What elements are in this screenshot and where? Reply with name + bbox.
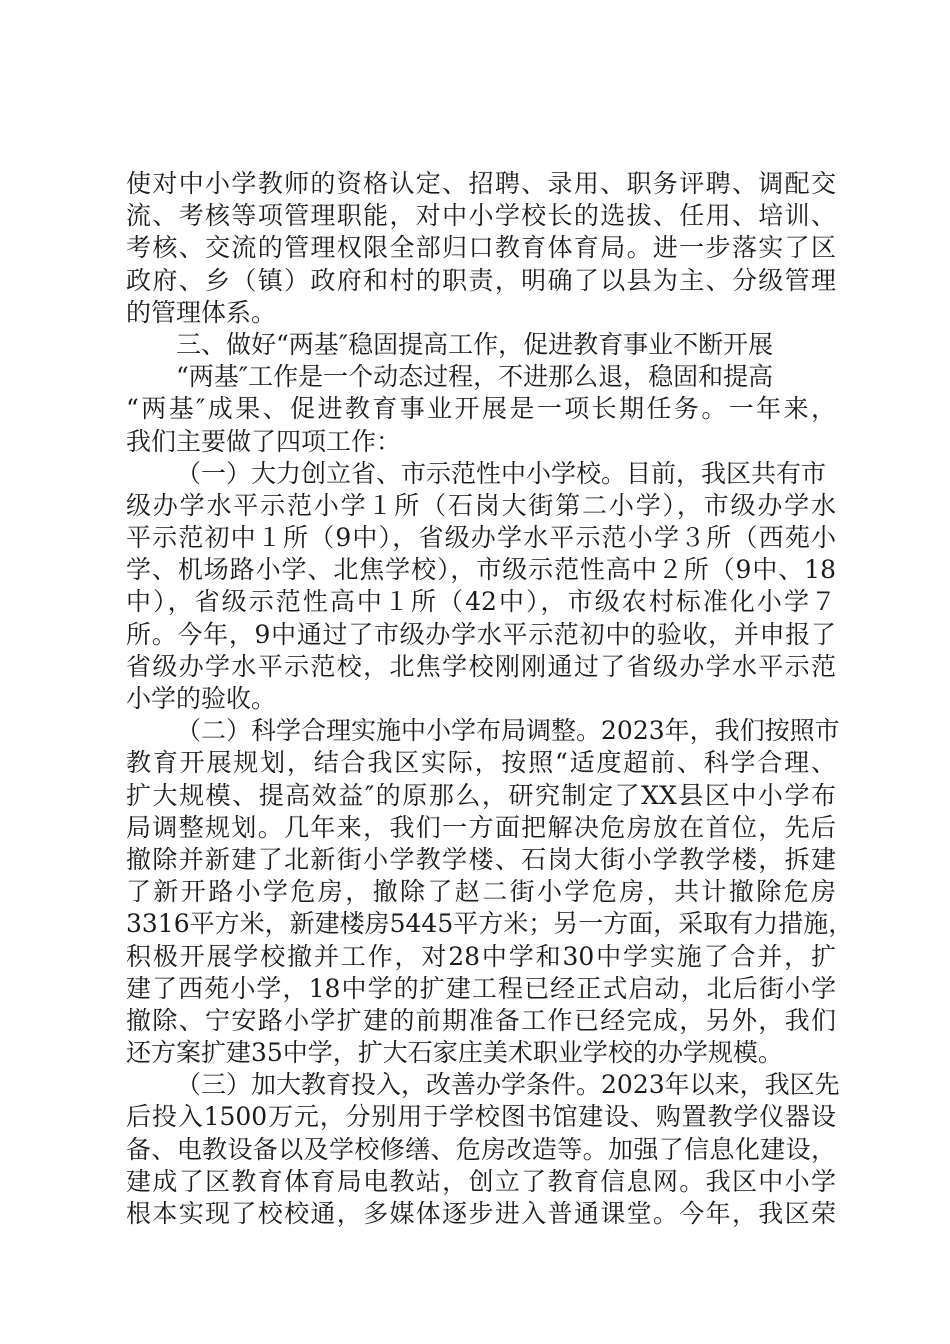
text-line: 了新开路小学危房，撤除了赵二街小学危房，共计撤除危房 [126,877,836,907]
text-line: 政府、乡（镇）政府和村的职责，明确了以县为主、分级管理 [126,265,836,295]
text-line: 备、电教设备以及学校修缮、危房改造等。加强了信息化建设， [126,1134,836,1164]
text-line: “两基″成果、促进教育事业开展是一项长期任务。一年来， [126,394,836,424]
text-line: 小学的验收。 [126,684,277,713]
text-line: 平示范初中１所（9中），省级办学水平示范小学３所（西苑小 [126,523,836,553]
text-line: 扩大规模、提高效益″的原那么，研究制定了XX县区中小学布 [126,780,836,810]
text-line: 建成了区教育体育局电教站，创立了教育信息网。我区中小学 [126,1166,836,1196]
text-line: 学、机场路小学、北焦学校），市级示范性高中２所（9中、18 [126,555,836,585]
text-line: 积极开展学校撤并工作，对28中学和30中学实施了合并，扩 [126,941,836,971]
text-line: 级办学水平示范小学１所（石岗大街第二小学），市级办学水 [126,490,836,520]
text-line: 撤除并新建了北新街小学教学楼、石岗大街小学教学楼，拆建 [126,844,836,874]
text-line: 3316平方米，新建楼房5445平方米；另一方面，采取有力措施， [126,909,854,939]
text-line: 教育开展规划，结合我区实际，按照“适度超前、科学合理、 [126,748,836,778]
subsection-heading: （二）科学合理实施中小学布局调整。2023年，我们按照市 [176,716,840,746]
text-line: 所。今年，9中通过了市级办学水平示范初中的验收，并申报了 [126,619,836,649]
text-line: 局调整规划。几年来，我们一方面把解决危房放在首位，先后 [126,812,836,842]
text-line: 省级办学水平示范校，北焦学校刚刚通过了省级办学水平示范 [126,651,836,681]
text-line: 我们主要做了四项工作： [126,426,402,456]
text-line: 使对中小学教师的资格认定、招聘、录用、职务评聘、调配交 [126,169,836,198]
subsection-heading: （三）加大教育投入，改善办学条件。2023年以来，我区先 [176,1070,840,1100]
text-line: 中），省级示范性高中１所（42中），市级农村标准化小学７ [126,587,836,617]
text-line: 撤除、宁安路小学扩建的前期准备工作已经完成，另外，我们 [126,1005,836,1035]
text-line: 根本实现了校校通，多媒体逐步进入普通课堂。今年，我区荣 [126,1199,836,1228]
text-line: “两基″工作是一个动态过程，不进那么退，稳固和提高 [176,362,774,392]
text-line: 建了西苑小学，18中学的扩建工程已经正式启动，北后街小学 [126,973,836,1003]
subsection-heading: （一）大力创立省、市示范性中小学校。目前，我区共有市 [176,458,827,488]
section-heading: 三、做好“两基″稳固提高工作，促进教育事业不断开展 [176,329,774,359]
document-body [126,168,854,1230]
text-line: 的管理体系。 [126,297,277,327]
text-line: 还方案扩建35中学，扩大石家庄美术职业学校的办学规模。 [126,1038,783,1068]
text-line: 考核、交流的管理权限全部归口教育体育局。进一步落实了区 [126,233,836,263]
text-line: 后投入1500万元，分别用于学校图书馆建设、购置教学仪器设 [126,1102,836,1132]
text-line: 流、考核等项管理职能，对中小学校长的选拔、任用、培训、 [126,201,836,231]
